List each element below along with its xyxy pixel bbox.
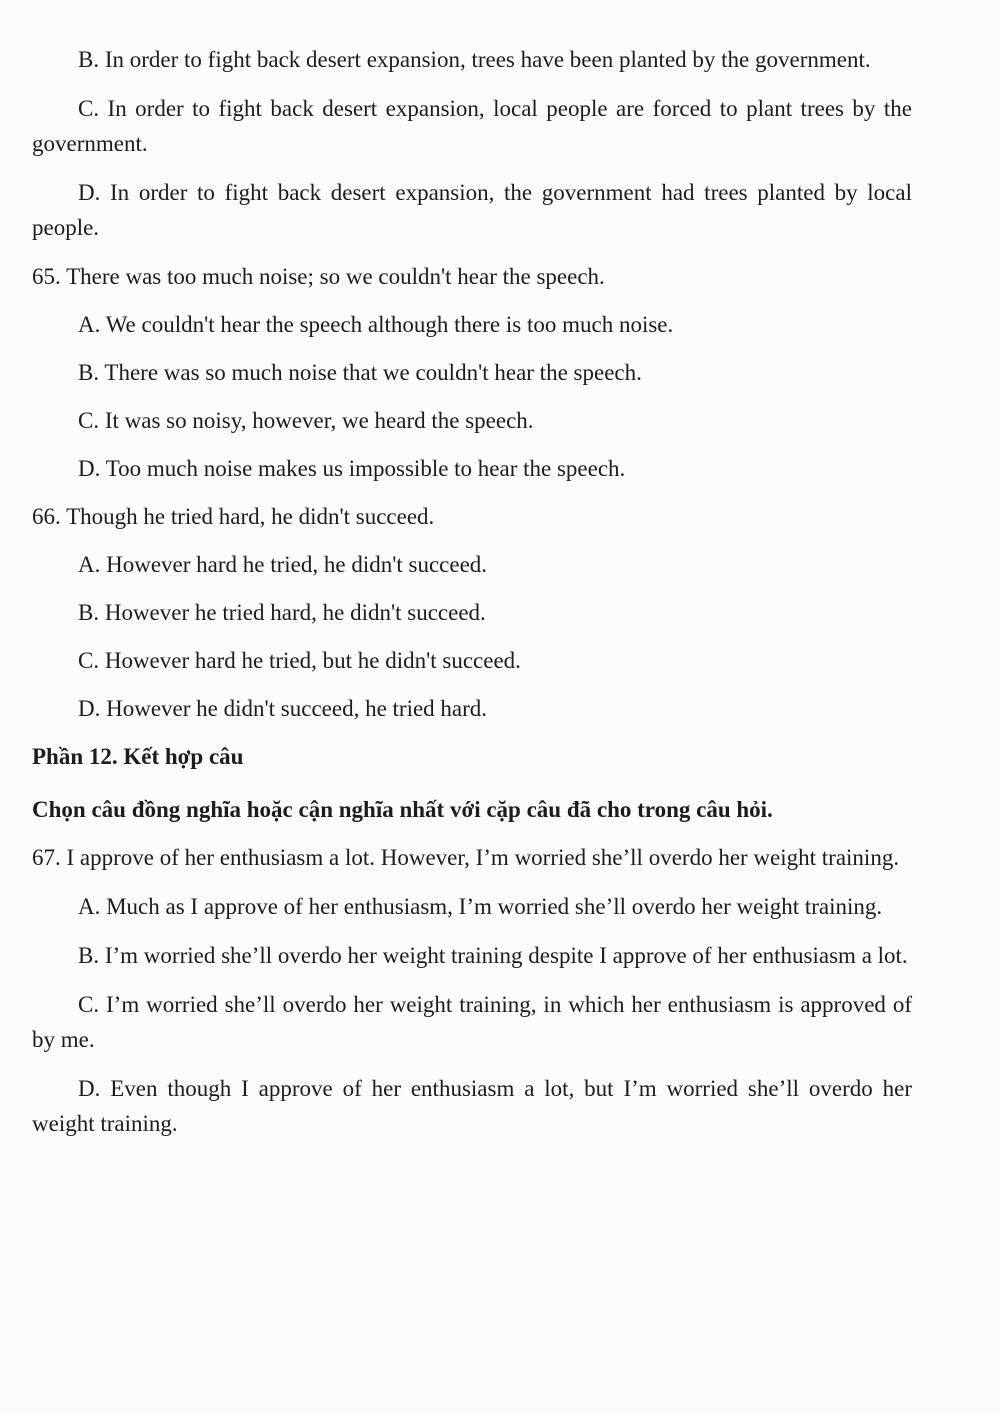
option-b: B. There was so much noise that we couldn't hear the speech. <box>78 360 642 385</box>
option-c: C. In order to fight back desert expansion, local people are forced to plant trees by the government. <box>32 96 912 156</box>
question-stem: 66. Though he tried hard, he didn't succeed. <box>32 504 435 529</box>
question-65 <box>32 259 912 486</box>
option-b: B. I’m worried she’ll overdo her weight training despite I approve of her enthusiasm a lot. <box>78 943 908 968</box>
question-67 <box>32 840 912 1141</box>
option-b: B. However he tried hard, he didn't succeed. <box>78 600 486 625</box>
option-a: A. However hard he tried, he didn't succeed. <box>78 552 488 577</box>
previous-question-options <box>32 42 912 245</box>
question-66 <box>32 499 912 726</box>
question-stem: 67. I approve of her enthusiasm a lot. However, I’m worried she’ll overdo her weight training. <box>32 845 900 870</box>
option-c: C. It was so noisy, however, we heard the speech. <box>78 408 534 433</box>
option-d: D. In order to fight back desert expansion, the government had trees planted by local people. <box>32 180 912 240</box>
section-instruction: Chọn câu đồng nghĩa hoặc cận nghĩa nhất với cặp câu đã cho trong câu hỏi. <box>32 797 773 822</box>
option-d: D. Too much noise makes us impossible to hear the speech. <box>78 456 626 481</box>
question-stem: 65. There was too much noise; so we couldn't hear the speech. <box>32 264 605 289</box>
option-c: C. I’m worried she’ll overdo her weight training, in which her enthusiasm is approved of by me. <box>32 992 912 1052</box>
option-a: A. We couldn't hear the speech although there is too much noise. <box>78 312 674 337</box>
option-c: C. However hard he tried, but he didn't succeed. <box>78 648 521 673</box>
option-d: D. Even though I approve of her enthusiasm a lot, but I’m worried she’ll overdo her weight training. <box>32 1076 912 1136</box>
option-b: B. In order to fight back desert expansion, trees have been planted by the government. <box>78 47 871 72</box>
option-d: D. However he didn't succeed, he tried hard. <box>78 696 488 721</box>
section-title: Phần 12. Kết hợp câu <box>32 744 244 769</box>
option-a: A. Much as I approve of her enthusiasm, I’m worried she’ll overdo her weight training. <box>78 894 883 919</box>
